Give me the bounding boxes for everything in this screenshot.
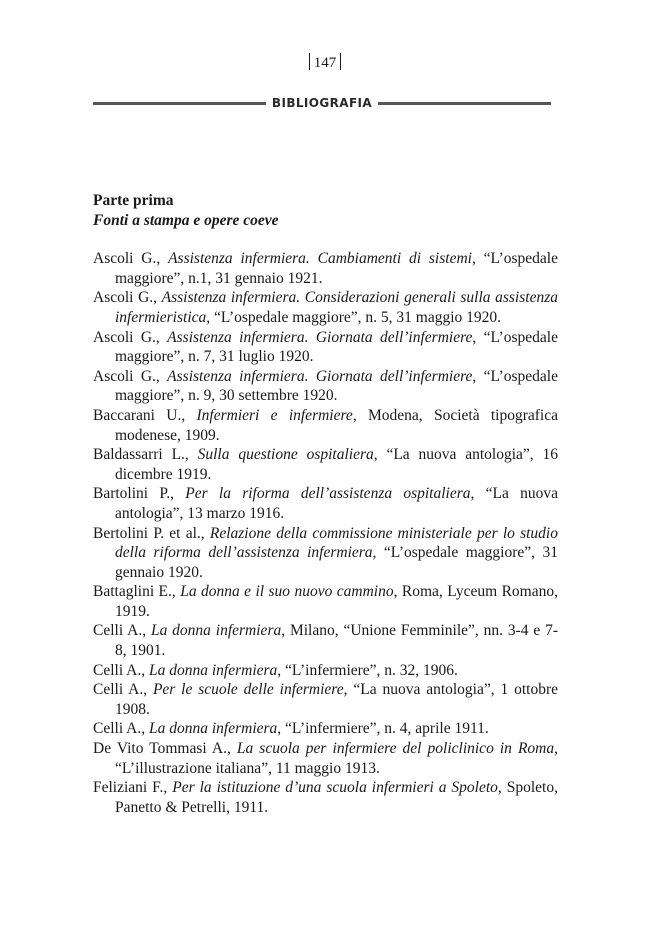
entry-author: Celli A., bbox=[93, 661, 149, 679]
bibliography-entry bbox=[93, 582, 558, 621]
entry-title: Per le scuole delle infermiere bbox=[152, 681, 344, 699]
bibliography-entry bbox=[93, 484, 558, 523]
entry-publication: , “L’illustrazione italiana”, 11 maggio 1913. bbox=[115, 740, 558, 777]
bibliography-entry bbox=[93, 288, 558, 327]
page-content bbox=[93, 191, 558, 817]
entry-title: Per la riforma dell’assistenza ospitaliera bbox=[185, 485, 471, 503]
page-number-left-bar bbox=[309, 53, 310, 70]
entry-publication: , “L’infermiere”, n. 4, aprile 1911. bbox=[277, 720, 489, 738]
entry-publication: , “L’ospedale maggiore”, n. 9, 30 settembre 1920. bbox=[115, 367, 558, 405]
bibliography-entry bbox=[93, 680, 558, 719]
bibliography-list bbox=[93, 249, 558, 817]
section-title: Parte prima bbox=[93, 192, 174, 209]
page-number-value: 147 bbox=[313, 55, 337, 71]
entry-title: Infermieri e infermiere bbox=[196, 406, 353, 424]
running-head-label: BIBLIOGRAFIA bbox=[271, 96, 373, 110]
page-number-right-bar bbox=[340, 53, 341, 70]
entry-author: Celli A., bbox=[93, 622, 151, 640]
entry-title: Assistenza infermiera. Cambiamenti di sistemi bbox=[168, 250, 472, 268]
entry-publication: , Spoleto, Panetto & Petrelli, 1911. bbox=[115, 779, 558, 816]
entry-author: Baccarani U., bbox=[93, 406, 197, 424]
entry-author: Ascoli G., bbox=[93, 367, 168, 385]
entry-author: Celli A., bbox=[93, 681, 153, 699]
entry-author: Feliziani F., bbox=[93, 779, 173, 797]
entry-author: Celli A., bbox=[93, 720, 149, 738]
entry-publication: , “L’infermiere”, n. 32, 1906. bbox=[277, 661, 458, 679]
entry-author: Bartolini P., bbox=[93, 485, 186, 503]
entry-author: Bertolini P. et al., bbox=[93, 524, 210, 542]
entry-publication: , Roma, Lyceum Romano, 1919. bbox=[115, 583, 558, 620]
bibliography-entry bbox=[93, 445, 558, 484]
bibliography-entry bbox=[93, 406, 558, 445]
entry-publication: , “La nuova antologia”, 13 marzo 1916. bbox=[115, 485, 558, 522]
entry-title: Assistenza infermiera. Considerazioni generali sulla assistenza infermieristica, bbox=[115, 289, 558, 326]
entry-publication: , “La nuova antologia”, 16 dicembre 1919. bbox=[115, 446, 558, 483]
entry-author: De Vito Tommasi A., bbox=[93, 740, 237, 758]
section-subtitle: Fonti a stampa e opere coeve bbox=[93, 211, 279, 229]
running-head-left-rule bbox=[93, 102, 266, 105]
bibliography-entry bbox=[93, 524, 558, 583]
entry-publication: , “L’ospedale maggiore”, n.1, 31 gennaio 1921. bbox=[115, 250, 558, 287]
entry-publication: “L’ospedale maggiore”, n. 5, 31 maggio 1920. bbox=[210, 308, 502, 326]
entry-publication: , Milano, “Unione Femminile”, nn. 3-4 e 7-8, 1901. bbox=[115, 622, 559, 660]
entry-title: La donna infermiera bbox=[148, 661, 278, 679]
entry-publication: , “L’ospedale maggiore”, n. 7, 31 luglio 1920. bbox=[115, 328, 558, 366]
bibliography-entry bbox=[93, 719, 558, 739]
entry-author: Ascoli G., bbox=[93, 328, 168, 346]
entry-title: Relazione della commissione ministeriale per lo studio della riforma dell’assistenza infermiera, bbox=[115, 524, 558, 562]
entry-publication: , “La nuova antologia”, 1 ottobre 1908. bbox=[115, 681, 558, 718]
bibliography-entry bbox=[93, 778, 558, 817]
entry-title: Assistenza infermiera. Giornata dell’infermiere bbox=[167, 328, 473, 346]
bibliography-entry bbox=[93, 739, 558, 778]
entry-publication: , Modena, Società tipografica modenese, 1909. bbox=[115, 406, 558, 444]
entry-author: Baldassarri L., bbox=[93, 446, 198, 464]
entry-title: Sulla questione ospitaliera bbox=[197, 446, 374, 464]
entry-title: La scuola per infermiere del policlinico in Roma bbox=[236, 740, 555, 758]
bibliography-entry bbox=[93, 367, 558, 406]
entry-title: Per la istituzione d’una scuola infermieri a Spoleto bbox=[172, 779, 498, 797]
page-number bbox=[0, 53, 650, 72]
entry-author: Battaglini E., bbox=[93, 583, 181, 601]
entry-title: Assistenza infermiera. Giornata dell’infermiere bbox=[167, 367, 473, 385]
entry-title: La donna infermiera bbox=[150, 622, 282, 640]
entry-title: La donna e il suo nuovo cammino bbox=[180, 583, 394, 601]
entry-author: Ascoli G., bbox=[93, 250, 169, 268]
bibliography-entry bbox=[93, 661, 558, 681]
entry-author: Ascoli G., bbox=[93, 289, 162, 307]
entry-publication: “L’ospedale maggiore”, 31 gennaio 1920. bbox=[115, 544, 558, 581]
running-head-right-rule bbox=[378, 102, 551, 105]
bibliography-entry bbox=[93, 328, 558, 367]
bibliography-entry bbox=[93, 621, 558, 660]
bibliography-entry bbox=[93, 249, 558, 288]
entry-title: La donna infermiera bbox=[148, 720, 278, 738]
running-head bbox=[93, 95, 551, 111]
